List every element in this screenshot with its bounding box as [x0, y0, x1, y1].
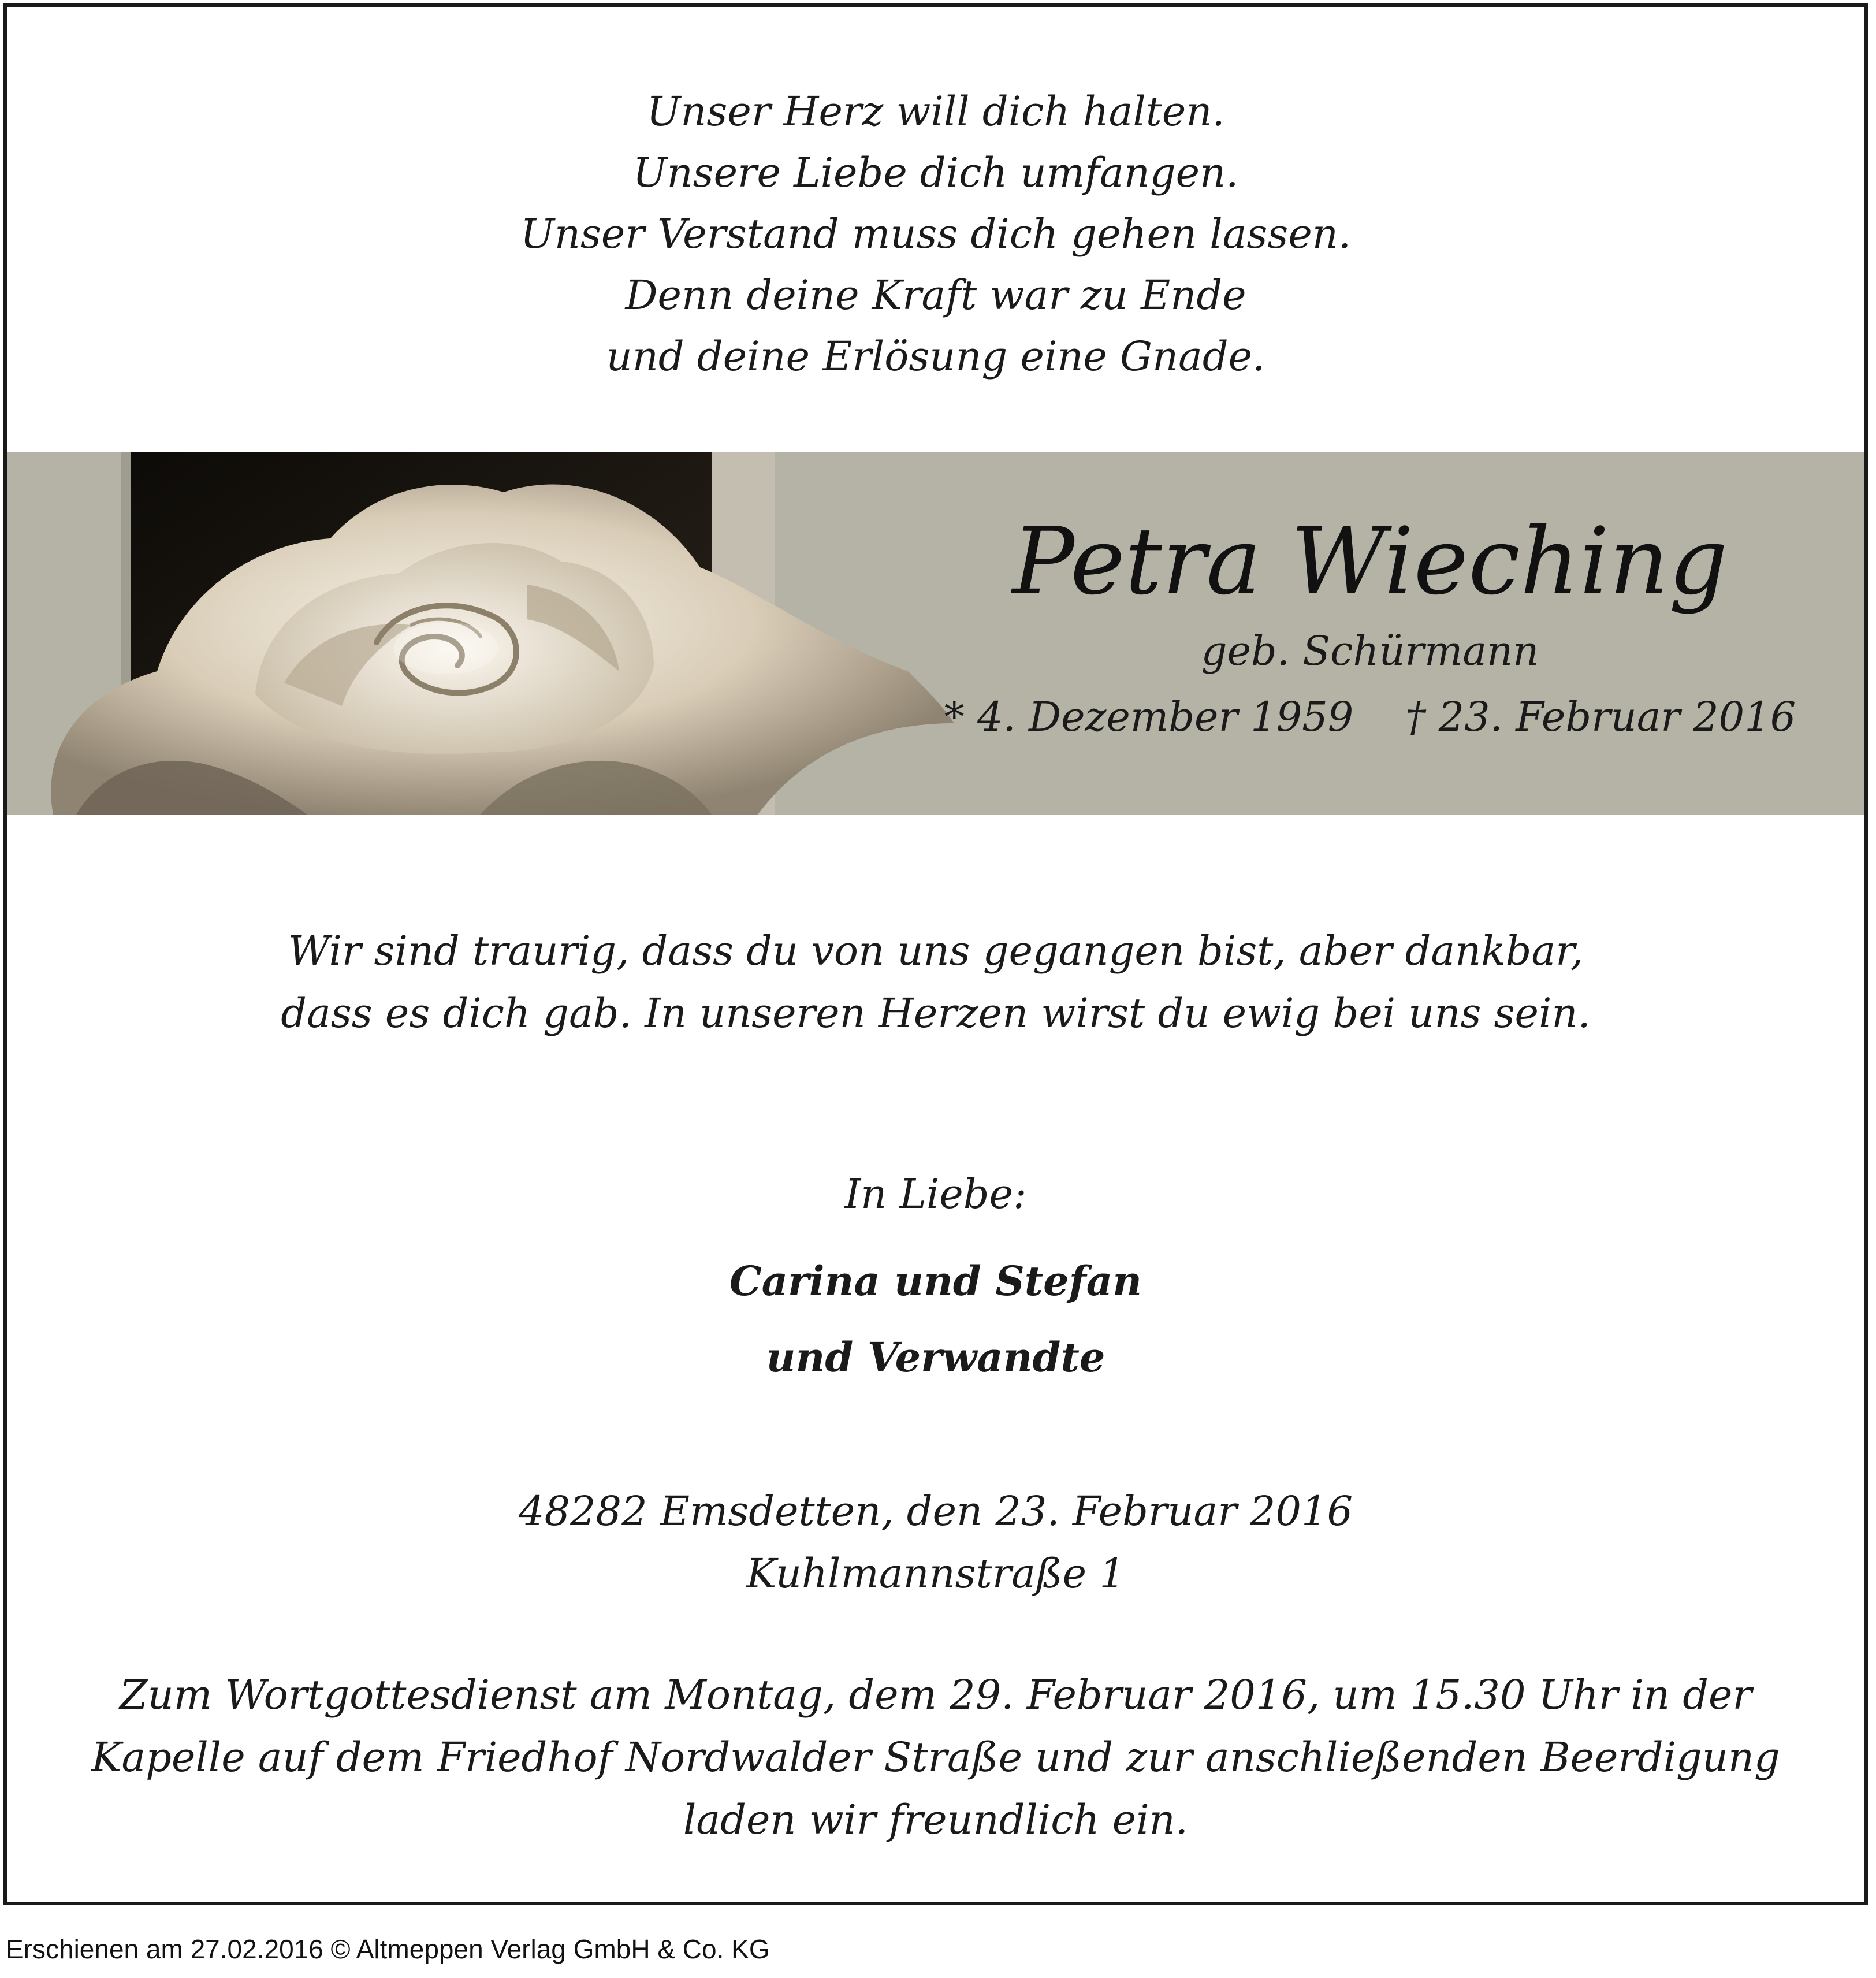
- signer-line: Carina und Stefan: [729, 1257, 1142, 1305]
- signers: [7, 1243, 1864, 1396]
- deceased-name: Petra Wieching: [1012, 507, 1728, 615]
- poem-line: Unser Verstand muss dich gehen lassen.: [520, 210, 1352, 258]
- poem-line: Unser Herz will dich halten.: [646, 88, 1225, 135]
- address: [7, 1480, 1864, 1605]
- poem-line: Unsere Liebe dich umfangen.: [632, 149, 1239, 196]
- poem: [7, 81, 1864, 387]
- signer-line: und Verwandte: [766, 1333, 1106, 1381]
- name-band: [7, 452, 1864, 815]
- service-line: laden wir freundlich ein.: [683, 1796, 1188, 1843]
- poem-line: und deine Erlösung eine Gnade.: [606, 333, 1265, 380]
- sentiment-text: [7, 920, 1864, 1044]
- rose-photo: [7, 452, 977, 815]
- maiden-name: geb. Schürmann: [1201, 627, 1539, 675]
- service-line: Zum Wortgottesdienst am Montag, dem 29. Februar 2016, um 15.30 Uhr in der: [120, 1671, 1752, 1719]
- closing-intro: In Liebe:: [844, 1170, 1027, 1218]
- address-line: 48282 Emsdetten, den 23. Februar 2016: [518, 1488, 1353, 1535]
- address-line: Kuhlmannstraße 1: [746, 1550, 1125, 1597]
- name-block: [908, 452, 1832, 815]
- service-line: Kapelle auf dem Friedhof Nordwalder Straße und zur anschließenden Beerdigung: [91, 1734, 1780, 1781]
- obituary-frame: [3, 3, 1868, 1905]
- sentiment-line: dass es dich gab. In unseren Herzen wirst du ewig bei uns sein.: [281, 990, 1591, 1037]
- service-invitation: [7, 1664, 1864, 1851]
- birth-date: * 4. Dezember 1959: [944, 693, 1354, 741]
- publication-footer: Erschienen am 27.02.2016 © Altmeppen Verlag GmbH & Co. KG: [6, 1934, 770, 1964]
- death-date: † 23. Februar 2016: [1405, 693, 1796, 741]
- sentiment-line: Wir sind traurig, dass du von uns gegangen bist, aber dankbar,: [288, 927, 1584, 975]
- poem-line: Denn deine Kraft war zu Ende: [625, 272, 1246, 319]
- life-dates: [908, 691, 1832, 743]
